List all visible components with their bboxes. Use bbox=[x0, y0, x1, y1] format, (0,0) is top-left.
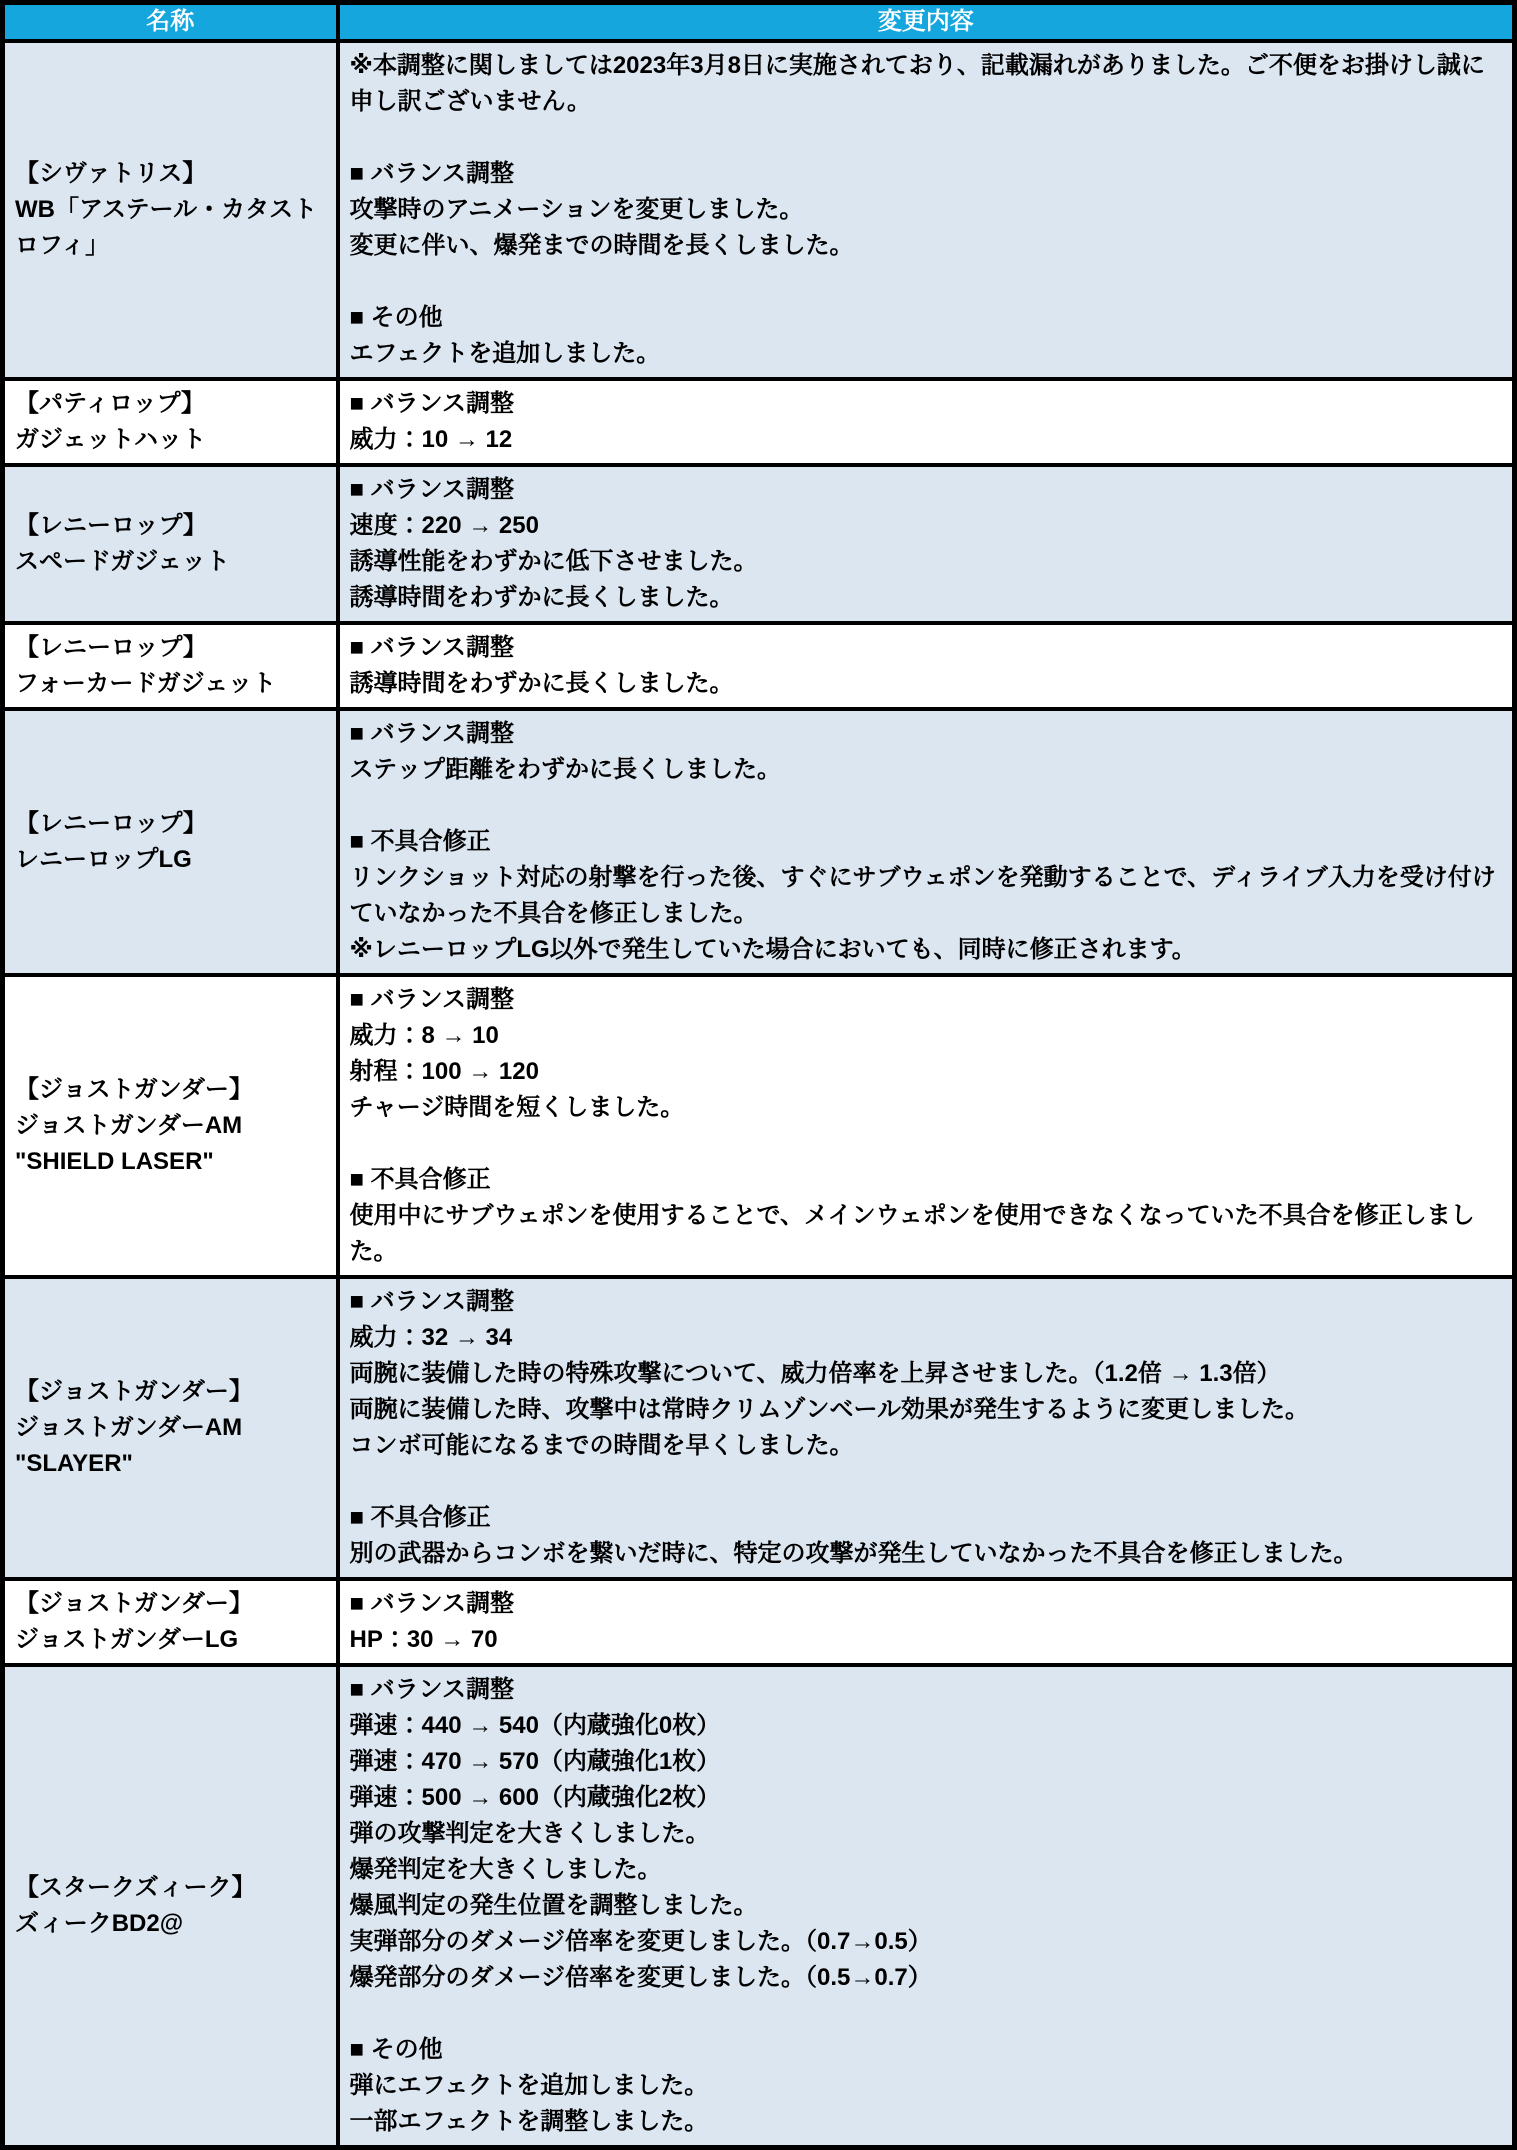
item-name-cell bbox=[3, 623, 338, 709]
change-details-cell bbox=[338, 41, 1515, 379]
table-row bbox=[3, 379, 1515, 465]
item-name-line: ジョストガンダーAM bbox=[15, 1414, 243, 1441]
item-name-line: 【ジョストガンダー】 bbox=[15, 1590, 253, 1617]
header-row bbox=[3, 3, 1515, 42]
change-detail-line bbox=[350, 788, 1501, 824]
item-name-line: ジョストガンダーLG bbox=[15, 1626, 239, 1653]
change-detail-line: 爆発部分のダメージ倍率を変更しました。（0.5→0.7） bbox=[349, 1964, 932, 1991]
item-name-cell bbox=[3, 709, 338, 975]
change-detail-line: 弾速：470 → 570（内蔵強化1枚） bbox=[349, 1748, 721, 1775]
change-detail-line: 射程：100 → 120 bbox=[349, 1058, 539, 1085]
item-name-line: ジョストガンダーAM bbox=[15, 1112, 243, 1139]
change-detail-line: 弾速：440 → 540（内蔵強化0枚） bbox=[349, 1712, 721, 1739]
item-name-cell bbox=[3, 41, 338, 379]
change-section-heading: ■ バランス調整 bbox=[349, 720, 514, 747]
change-detail-line: エフェクトを追加しました。 bbox=[349, 340, 661, 367]
item-name-line: 【レニーロップ】 bbox=[15, 810, 207, 837]
change-details-cell bbox=[338, 975, 1515, 1277]
change-section-heading: ■ バランス調整 bbox=[349, 986, 514, 1013]
change-details-cell bbox=[338, 465, 1515, 623]
item-name-cell bbox=[3, 1579, 338, 1665]
change-detail-line: 威力：32 → 34 bbox=[349, 1324, 513, 1351]
change-detail-line: ステップ距離をわずかに長くしました。 bbox=[349, 756, 782, 783]
item-name-line: 【ジョストガンダー】 bbox=[15, 1378, 253, 1405]
change-detail-line: ※本調整に関しましては2023年3月8日に実施されており、記載漏れがありました。ご不便をお掛けし誠に申し訳ございません。 bbox=[349, 52, 1485, 115]
change-detail-line: 変更に伴い、爆発までの時間を長くしました。 bbox=[349, 232, 854, 259]
change-detail-line: ※レニーロップLG以外で発生していた場合においても、同時に修正されます。 bbox=[349, 936, 1196, 963]
change-detail-line: 誘導時間をわずかに長くしました。 bbox=[349, 584, 734, 611]
item-name-line: 【スタークズィーク】 bbox=[15, 1874, 256, 1901]
change-details-cell bbox=[338, 623, 1515, 709]
table-row bbox=[3, 465, 1515, 623]
change-detail-line: 威力：8 → 10 bbox=[349, 1022, 499, 1049]
change-section-heading: ■ 不具合修正 bbox=[349, 1504, 491, 1531]
change-detail-line bbox=[350, 1126, 1501, 1162]
change-section-heading: ■ バランス調整 bbox=[349, 1288, 514, 1315]
change-detail-line: HP：30 → 70 bbox=[349, 1626, 498, 1653]
item-name-cell bbox=[3, 1665, 338, 2148]
table-row bbox=[3, 1665, 1515, 2148]
change-section-heading: ■ バランス調整 bbox=[349, 160, 514, 187]
change-detail-line: 実弾部分のダメージ倍率を変更しました。（0.7→0.5） bbox=[349, 1928, 932, 1955]
change-section-heading: ■ バランス調整 bbox=[349, 1676, 514, 1703]
item-name-cell bbox=[3, 465, 338, 623]
change-detail-line: 誘導性能をわずかに低下させました。 bbox=[349, 548, 758, 575]
table-row bbox=[3, 1579, 1515, 1665]
change-detail-line: 一部エフェクトを調整しました。 bbox=[349, 2108, 709, 2135]
table-row bbox=[3, 623, 1515, 709]
change-section-heading: ■ バランス調整 bbox=[349, 390, 514, 417]
change-section-heading: ■ その他 bbox=[349, 304, 443, 331]
table-row bbox=[3, 975, 1515, 1277]
column-header-name: 名称 bbox=[3, 3, 338, 42]
change-detail-line: 両腕に装備した時、攻撃中は常時クリムゾンベール効果が発生するように変更しました。 bbox=[349, 1396, 1310, 1423]
item-name-line: "SLAYER" bbox=[15, 1450, 133, 1477]
change-detail-line: 爆発判定を大きくしました。 bbox=[349, 1856, 662, 1883]
change-details-cell bbox=[338, 379, 1515, 465]
item-name-line: 【シヴァトリス】 bbox=[15, 160, 207, 187]
change-details-cell bbox=[338, 709, 1515, 975]
item-name-cell bbox=[3, 1277, 338, 1579]
change-detail-line: コンボ可能になるまでの時間を早くしました。 bbox=[349, 1432, 854, 1459]
item-name-line: ズィークBD2@ bbox=[15, 1910, 184, 1937]
item-name-line: 【レニーロップ】 bbox=[15, 634, 207, 661]
change-detail-line: 攻撃時のアニメーションを変更しました。 bbox=[349, 196, 804, 223]
change-detail-line: 爆風判定の発生位置を調整しました。 bbox=[349, 1892, 758, 1919]
change-detail-line: チャージ時間を短くしました。 bbox=[349, 1094, 685, 1121]
item-name-line: レニーロップLG bbox=[15, 846, 192, 873]
item-name-cell bbox=[3, 379, 338, 465]
item-name-line: ガジェットハット bbox=[15, 426, 207, 453]
table-row bbox=[3, 41, 1515, 379]
item-name-line: 【レニーロップ】 bbox=[15, 512, 207, 539]
item-name-line: 【ジョストガンダー】 bbox=[15, 1076, 253, 1103]
change-detail-line: 弾速：500 → 600（内蔵強化2枚） bbox=[349, 1784, 721, 1811]
change-detail-line: 弾の攻撃判定を大きくしました。 bbox=[349, 1820, 710, 1847]
change-detail-line: 威力：10 → 12 bbox=[349, 426, 513, 453]
change-details-cell bbox=[338, 1579, 1515, 1665]
change-detail-line bbox=[350, 1464, 1501, 1500]
change-detail-line: 別の武器からコンボを繋いだ時に、特定の攻撃が発生していなかった不具合を修正しました。 bbox=[349, 1540, 1358, 1567]
item-name-line: WB「アステール・カタストロフィ」 bbox=[15, 196, 318, 259]
change-detail-line bbox=[350, 1996, 1501, 2032]
item-name-cell bbox=[3, 975, 338, 1277]
change-section-heading: ■ 不具合修正 bbox=[349, 1166, 491, 1193]
column-header-changes: 変更内容 bbox=[338, 3, 1515, 42]
item-name-line: スペードガジェット bbox=[15, 548, 230, 575]
change-detail-line: 両腕に装備した時の特殊攻撃について、威力倍率を上昇させました。（1.2倍 → 1.3倍） bbox=[349, 1360, 1281, 1387]
change-detail-line bbox=[350, 120, 1501, 156]
change-detail-line: 速度：220 → 250 bbox=[349, 512, 539, 539]
change-detail-line: 誘導時間をわずかに長くしました。 bbox=[349, 670, 734, 697]
change-detail-line: 弾にエフェクトを追加しました。 bbox=[349, 2072, 709, 2099]
table-header bbox=[3, 3, 1515, 42]
item-name-line: フォーカードガジェット bbox=[15, 670, 277, 697]
change-section-heading: ■ 不具合修正 bbox=[349, 828, 491, 855]
table-body bbox=[3, 41, 1515, 2148]
change-section-heading: ■ バランス調整 bbox=[349, 476, 514, 503]
change-details-cell bbox=[338, 1665, 1515, 2148]
table-row bbox=[3, 1277, 1515, 1579]
change-detail-line: 使用中にサブウェポンを使用することで、メインウェポンを使用できなくなっていた不具合を修正しました。 bbox=[349, 1202, 1475, 1265]
item-name-line: 【パティロップ】 bbox=[15, 390, 205, 417]
change-section-heading: ■ バランス調整 bbox=[349, 634, 514, 661]
change-section-heading: ■ その他 bbox=[349, 2036, 443, 2063]
change-details-cell bbox=[338, 1277, 1515, 1579]
change-detail-line bbox=[350, 264, 1501, 300]
change-section-heading: ■ バランス調整 bbox=[349, 1590, 514, 1617]
item-name-line: "SHIELD LASER" bbox=[15, 1148, 214, 1175]
table-row bbox=[3, 709, 1515, 975]
change-detail-line: リンクショット対応の射撃を行った後、すぐにサブウェポンを発動することで、ディライブ入力を受け付けていなかった不具合を修正しました。 bbox=[349, 864, 1496, 927]
